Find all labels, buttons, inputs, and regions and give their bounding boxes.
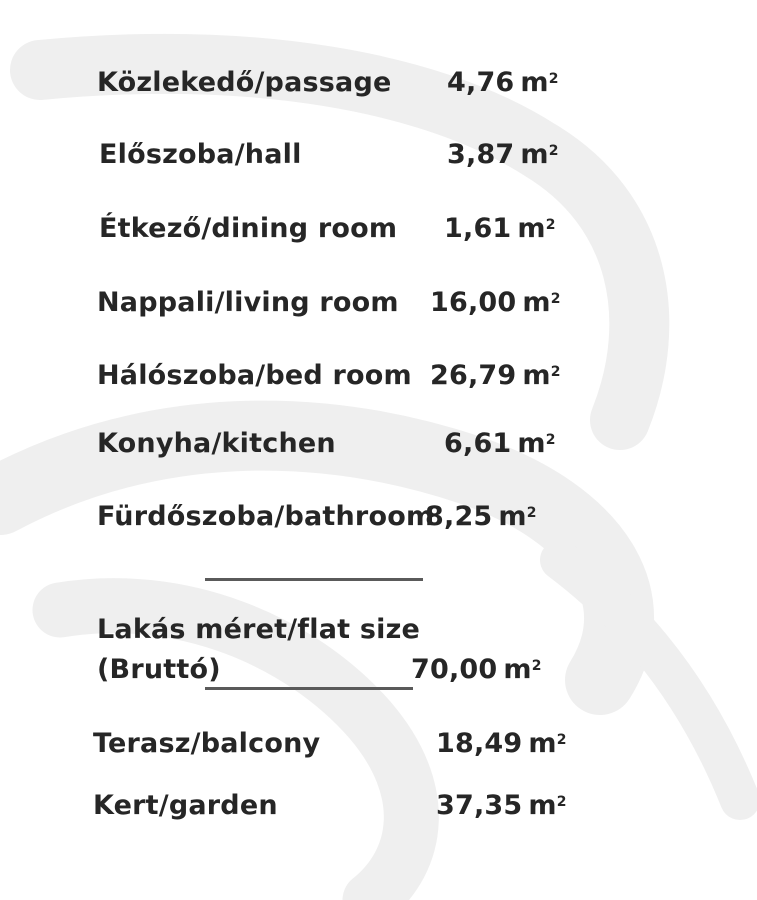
room-area: 1,61 $m^2$	[444, 213, 556, 244]
room-name: Étkező/dining room	[99, 213, 398, 244]
flat-size-label-line2: (Bruttó)	[97, 654, 221, 685]
room-area: 6,61 $m^2$	[444, 428, 556, 459]
room-area: 3,87 $m^2$	[447, 139, 559, 170]
room-name: Közlekedő/passage	[97, 67, 392, 98]
room-name: Előszoba/hall	[99, 139, 302, 170]
room-area: 26,79 $m^2$	[430, 360, 561, 391]
room-area: 16,00 $m^2$	[430, 287, 561, 318]
room-area: 8,25 $m^2$	[425, 501, 537, 532]
sum-divider	[205, 578, 423, 581]
room-area: 37,35 $m^2$	[436, 790, 567, 821]
room-name: Konyha/kitchen	[97, 428, 336, 459]
room-name: Hálószoba/bed room	[97, 360, 412, 391]
flat-size-area: 70,00 $m^2$	[411, 654, 542, 685]
flat-size-underline	[205, 687, 413, 690]
room-name: Fürdőszoba/bathroom	[97, 501, 435, 532]
room-name: Nappali/living room	[97, 287, 399, 318]
room-name: Terasz/balcony	[93, 728, 321, 759]
room-name: Kert/garden	[93, 790, 278, 821]
room-area: 4,76 $m^2$	[447, 67, 559, 98]
room-area: 18,49 $m^2$	[436, 728, 567, 759]
